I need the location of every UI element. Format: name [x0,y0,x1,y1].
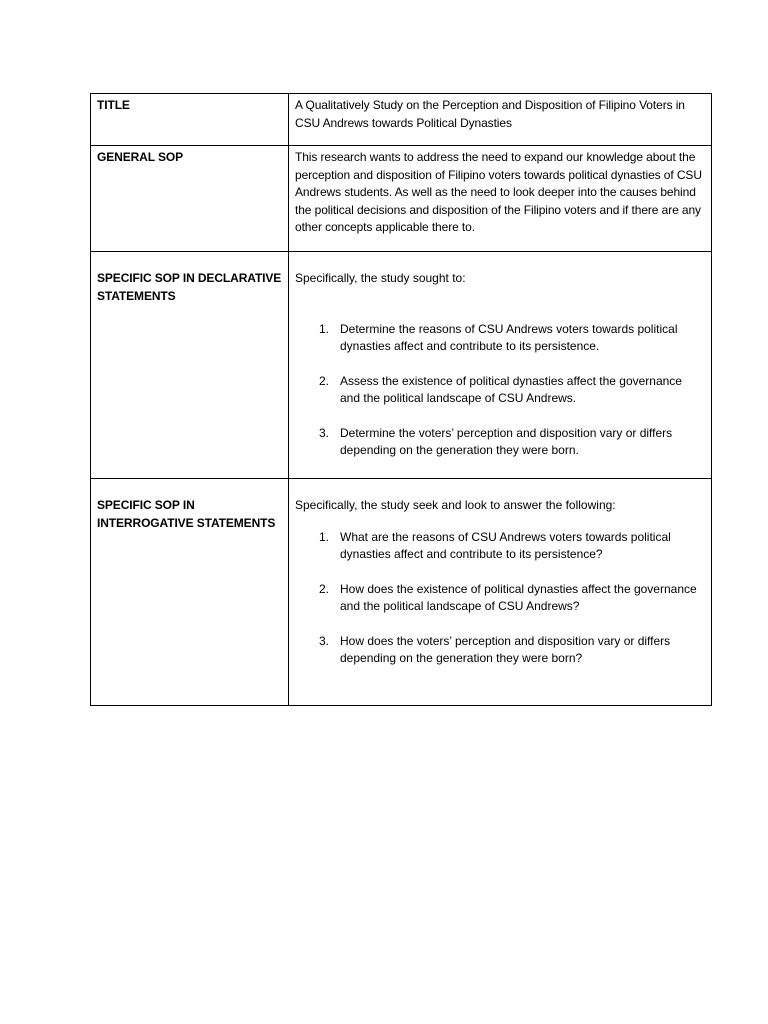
declarative-sop-row [91,252,712,479]
list-item [319,373,705,408]
declarative-sop-label: SPECIFIC SOP IN DECLARATIVE STATEMENTS [97,271,282,303]
title-label: TITLE [97,98,130,112]
general-sop-content: This research wants to address the need to expand our knowledge about the perception and disposition of Filipino voters towards political dynasties of CSU Andrews students. As well as the need to look deeper into the causes behind the political decisions and disposition of the Filipino voters and if there are any other concepts applicable there to. [295,150,702,234]
general-sop-label-cell [91,146,289,252]
list-item-number: 1. [319,321,330,336]
list-item [319,425,705,460]
interrogative-sop-content-cell [289,479,712,706]
list-item-text: How does the existence of political dynasties affect the governance and the political landscape of CSU Andrews? [340,581,697,613]
list-item [319,321,705,356]
list-item [319,633,705,668]
general-sop-row [91,146,712,252]
interrogative-sop-label-cell [91,479,289,706]
list-item-number: 3. [319,425,330,440]
list-item-text: Assess the existence of political dynasties affect the governance and the political landscape of CSU Andrews. [340,373,682,405]
list-item-number: 2. [319,373,330,388]
general-sop-label: GENERAL SOP [97,150,184,164]
title-content: A Qualitatively Study on the Perception and Disposition of Filipino Voters in CSU Andrews towards Political Dynasties [295,98,685,130]
list-item-number: 3. [319,633,330,648]
title-row [91,94,712,146]
list-item-text: Determine the voters’ perception and disposition vary or differs depending on the generation they were born. [340,425,673,457]
title-label-cell [91,94,289,146]
list-item [319,529,705,564]
declarative-list [295,321,705,460]
list-item [319,581,705,616]
declarative-intro: Specifically, the study sought to: [295,271,466,285]
interrogative-sop-label: SPECIFIC SOP IN INTERROGATIVE STATEMENTS [97,498,276,530]
list-item-number: 2. [319,581,330,596]
declarative-sop-label-cell [91,252,289,479]
list-item-text: Determine the reasons of CSU Andrews voters towards political dynasties affect and contribute to its persistence. [340,321,678,353]
list-item-text: How does the voters’ perception and disposition vary or differs depending on the generation they were born? [340,633,671,665]
list-item-text: What are the reasons of CSU Andrews voters towards political dynasties affect and contribute to its persistence? [340,529,671,561]
general-sop-content-cell [289,146,712,252]
declarative-sop-content-cell [289,252,712,479]
title-content-cell [289,94,712,146]
interrogative-list [295,529,705,668]
interrogative-sop-row [91,479,712,706]
sop-table [90,93,712,706]
interrogative-intro: Specifically, the study seek and look to answer the following: [295,498,616,512]
list-item-number: 1. [319,529,330,544]
